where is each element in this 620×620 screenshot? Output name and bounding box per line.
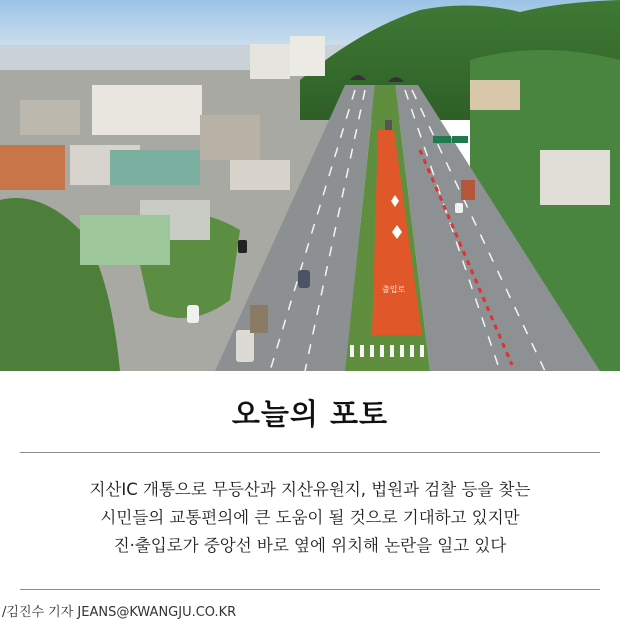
divider-bottom <box>20 589 600 590</box>
caption-line: 시민들의 교통편의에 큰 도움이 될 것으로 기대하고 있지만 <box>100 508 520 527</box>
caption-line: 지산IC 개통으로 무등산과 지산유원지, 법원과 검찰 등을 찾는 <box>89 480 531 499</box>
road-marking-text: 출입로 <box>382 285 406 294</box>
photo-credit: /김진수 기자 JEANS@KWANGJU.CO.KR <box>2 605 237 620</box>
page-title: 오늘의 포토 <box>231 397 389 431</box>
divider-top <box>20 452 600 453</box>
caption-line: 진·출입로가 중앙선 바로 옆에 위치해 논란을 일고 있다 <box>113 536 507 555</box>
photo-caption <box>20 476 600 560</box>
